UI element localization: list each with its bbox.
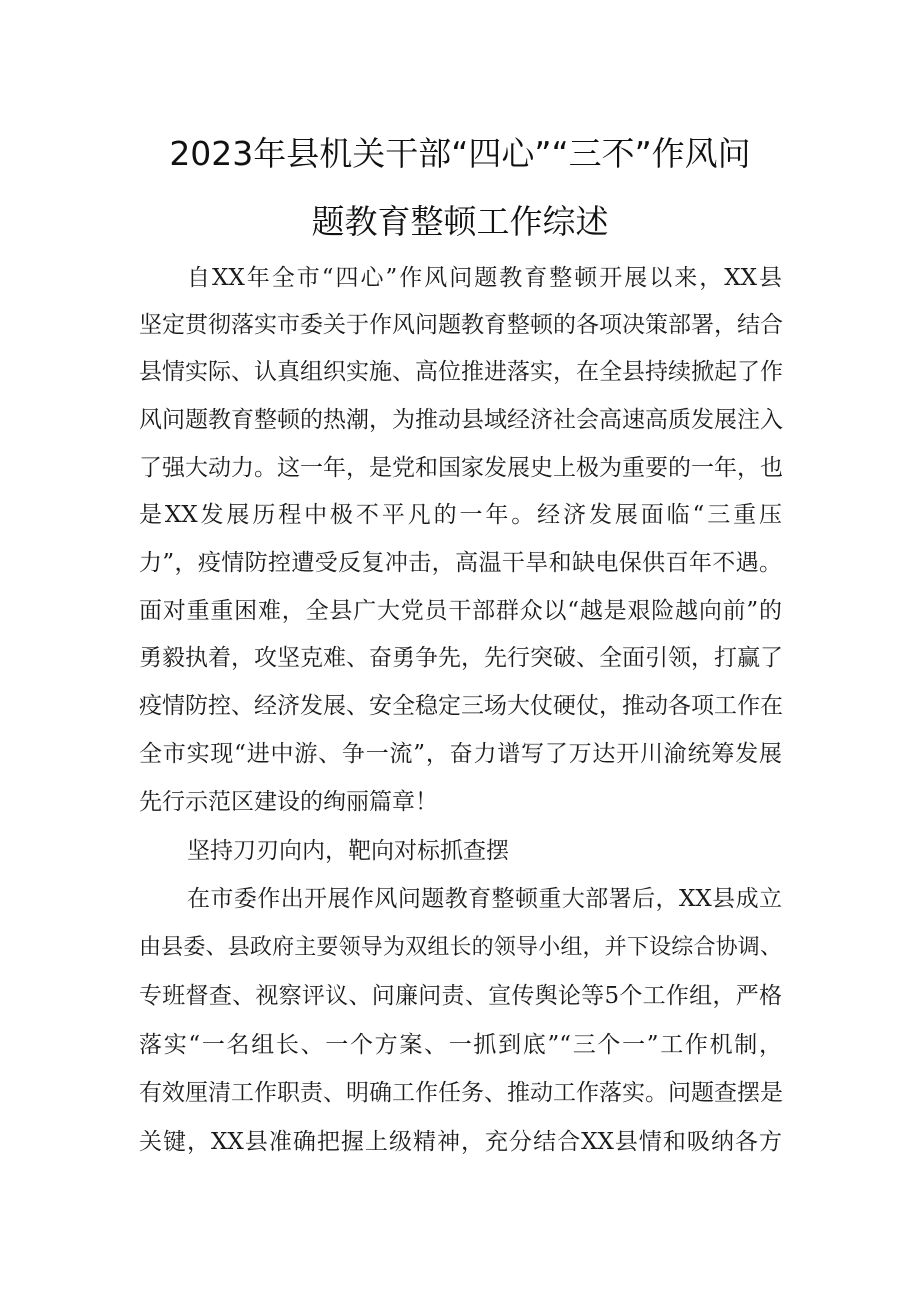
paragraph-line: 关键，XX县准确把握上级精神，充分结合XX县情和吸纳各方 xyxy=(139,1129,782,1155)
paragraph-line: 疫情防控、经济发展、安全稳定三场大仗硬仗，推动各项工作在 xyxy=(139,693,783,719)
paragraph-line: 了强大动力。这一年，是党和国家发展史上极为重要的一年，也 xyxy=(139,455,783,481)
paragraph-line: 力”，疫情防控遭受反复冲击，高温干旱和缺电保供百年不遇。 xyxy=(139,550,782,576)
paragraph-line: 自XX年全市“四心”作风问题教育整顿开展以来，XX县 xyxy=(187,265,782,291)
paragraph-line: 风问题教育整顿的热潮，为推动县域经济社会高速高质发展注入 xyxy=(139,407,783,433)
paragraph-line: 坚定贯彻落实市委关于作风问题教育整顿的各项决策部署，结合 xyxy=(139,312,783,338)
section-heading: 坚持刀刃向内，靶向对标抓查摆 xyxy=(187,838,509,864)
paragraph-line: 先行示范区建设的绚丽篇章！ xyxy=(139,789,438,815)
document-title-line-1: 2023年县机关干部“四心”“三不”作风问 xyxy=(169,134,751,173)
paragraph-line: 全市实现“进中游、争一流”，奋力谱写了万达开川渝统筹发展 xyxy=(139,741,782,767)
paragraph-line: 县情实际、认真组织实施、高位推进落实，在全县持续掀起了作 xyxy=(139,359,783,385)
paragraph-line: 是XX发展历程中极不平凡的一年。经济发展面临“三重压 xyxy=(139,502,782,528)
paragraph-line: 勇毅执着，攻坚克难、奋勇争先，先行突破、全面引领，打赢了 xyxy=(139,645,783,671)
paragraph-line: 专班督查、视察评议、问廉问责、宣传舆论等5个工作组，严格 xyxy=(139,983,782,1009)
paragraph-line: 有效厘清工作职责、明确工作任务、推动工作落实。问题查摆是 xyxy=(139,1080,783,1106)
paragraph-line: 在市委作出开展作风问题教育整顿重大部署后，XX县成立 xyxy=(187,886,782,912)
document-title-line-2: 题教育整顿工作综述 xyxy=(311,202,609,241)
paragraph-line: 落实“一名组长、一个方案、一抓到底”“三个一”工作机制， xyxy=(139,1032,782,1058)
paragraph-line: 由县委、县政府主要领导为双组长的领导小组，并下设综合协调、 xyxy=(139,935,782,960)
paragraph-line: 面对重重困难，全县广大党员干部群众以“越是艰险越向前”的 xyxy=(139,598,782,624)
